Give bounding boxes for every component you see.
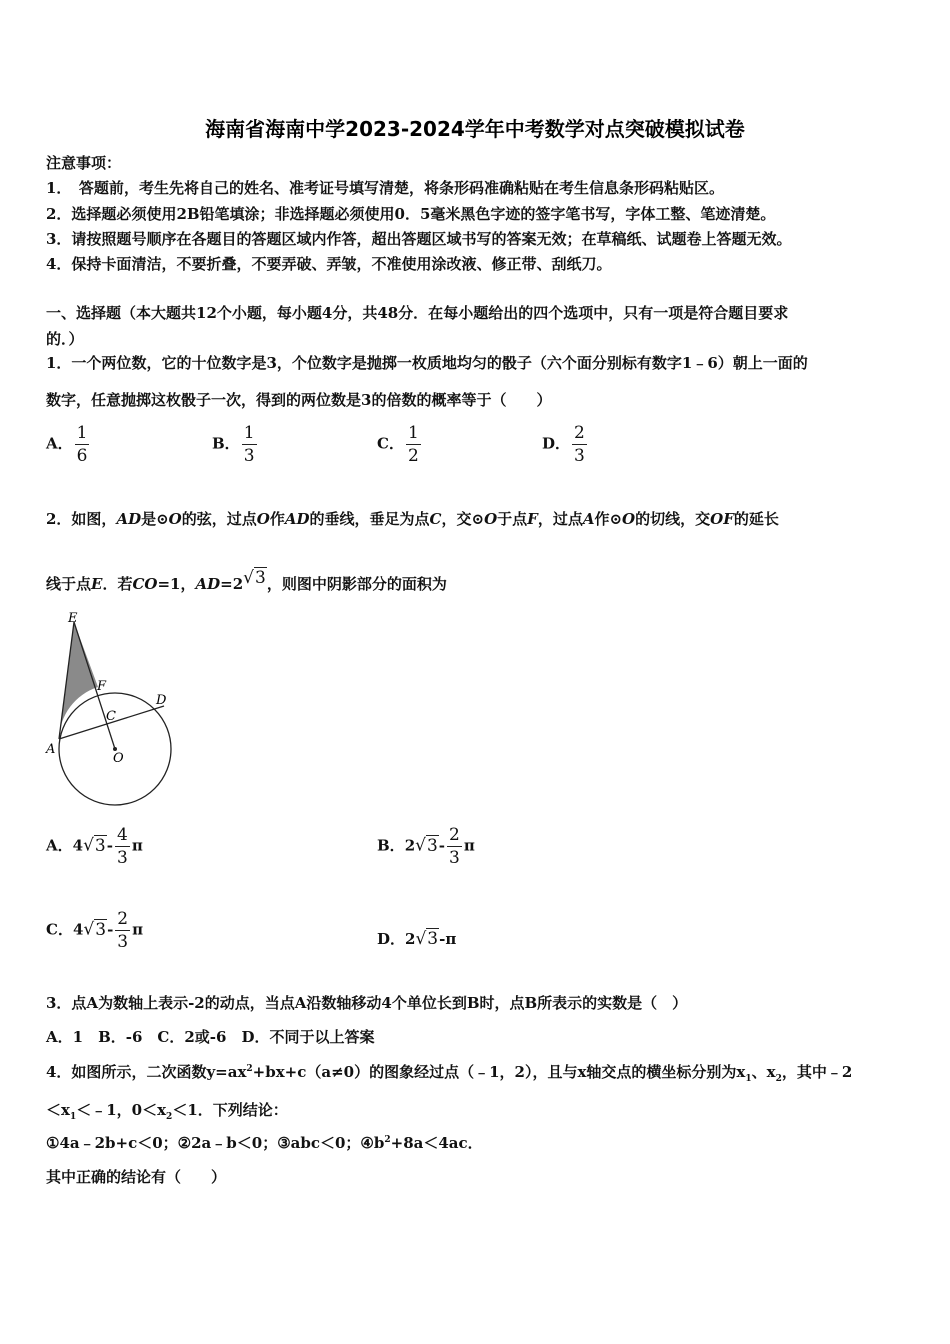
- q4-conclusions: ①4a﹣2b+c＜0；②2a﹣b＜0；③abc＜0；$④b^2+8a<4ac$．: [46, 1134, 483, 1152]
- notice-item-4: 4．保持卡面清洁，不要折叠，不要弄破、弄皱，不准使用涂改液、修正带、刮纸刀。: [46, 255, 612, 273]
- label-e: E: [68, 611, 78, 626]
- label-f: F: [97, 679, 107, 694]
- label-c: C: [106, 709, 116, 724]
- q3-options[interactable]: A．1 B．-6 C．2或-6 D．不同于以上答案: [46, 1028, 375, 1046]
- q2-stem-line2: 线于点E．若CO=1，AD=2√3，则图中阴影部分的面积为: [46, 568, 447, 593]
- q1-stem-line2: 数字，任意抛掷这枚骰子一次，得到的两位数是3的倍数的概率等于（ ）: [46, 391, 552, 409]
- section-heading-line1: 一、选择题（本大题共12个小题，每小题4分，共48分．在每小题给出的四个选项中，只有一项是符合题目要求: [46, 304, 789, 322]
- notice-item-1: 1． 答题前，考生先将自己的姓名、准考证号填写清楚，将条形码准确粘贴在考生信息条形码粘贴区。: [46, 179, 724, 197]
- notice-heading: 注意事项：: [46, 154, 122, 172]
- q2-stem-line1: 2．如图，AD是⊙O的弦，过点O作AD的垂线，垂足为点C，交⊙O于点F，过点A作⊙O的切线，交OF的延长: [46, 510, 779, 528]
- label-a: A: [46, 742, 56, 757]
- q2-option-d[interactable]: D．2√3-π: [377, 929, 457, 949]
- notice-item-3: 3．请按照题号顺序在各题目的答题区域内作答，超出答题区域书写的答案无效；在草稿纸、试题卷上答题无效。: [46, 230, 792, 248]
- q1-option-d[interactable]: D． $\frac{2}{3}$: [542, 423, 585, 466]
- label-d: D: [156, 693, 167, 708]
- q1-option-b[interactable]: B． $\frac{1}{3}$: [212, 423, 255, 466]
- q1-stem-line1: 1．一个两位数，它的十位数字是3，个位数字是抛掷一枚质地均匀的骰子（六个面分别标有数字1﹣6）朝上一面的: [46, 354, 808, 372]
- q1-option-c[interactable]: C． $\frac{1}{2}$: [377, 423, 419, 466]
- q4-stem-line2: $<x_1<﹣1$，$0<x_2<1$．下列结论：: [46, 1101, 288, 1122]
- q2-option-c[interactable]: C．4√3- $\frac{2}{3}$ π: [46, 909, 144, 952]
- q2-option-b[interactable]: B．2√3- $\frac{2}{3}$ π: [377, 825, 475, 868]
- q3-stem: 3．点A为数轴上表示-2的动点，当点A沿数轴移动4个单位长到B时，点B所表示的实数是（ ）: [46, 994, 688, 1012]
- q2-option-a[interactable]: A．4√3- $\frac{4}{3}$ π: [46, 825, 143, 868]
- q2-geometry-figure: [40, 610, 180, 815]
- section-heading-line2: 的．）: [46, 330, 84, 348]
- q4-stem-line1: 4．如图所示，二次函数$y=ax^2+bx+c(a\ne 0)$的图象经过点（﹣1，2），且与x轴交点的横坐标分别为$x_1$、$x_2$，其中﹣2: [46, 1063, 853, 1084]
- notice-item-2: 2．选择题必须使用2B铅笔填涂；非选择题必须使用0．5毫米黑色字迹的签字笔书写，字体工整、笔迹清楚。: [46, 205, 776, 223]
- page-title: 海南省海南中学2023-2024学年中考数学对点突破模拟试卷: [205, 117, 745, 141]
- q4-question: 其中正确的结论有（ ）: [46, 1168, 227, 1186]
- q1-option-a[interactable]: A． $\frac{1}{6}$: [46, 423, 88, 466]
- label-o: O: [113, 751, 124, 766]
- shaded-region: [59, 622, 98, 739]
